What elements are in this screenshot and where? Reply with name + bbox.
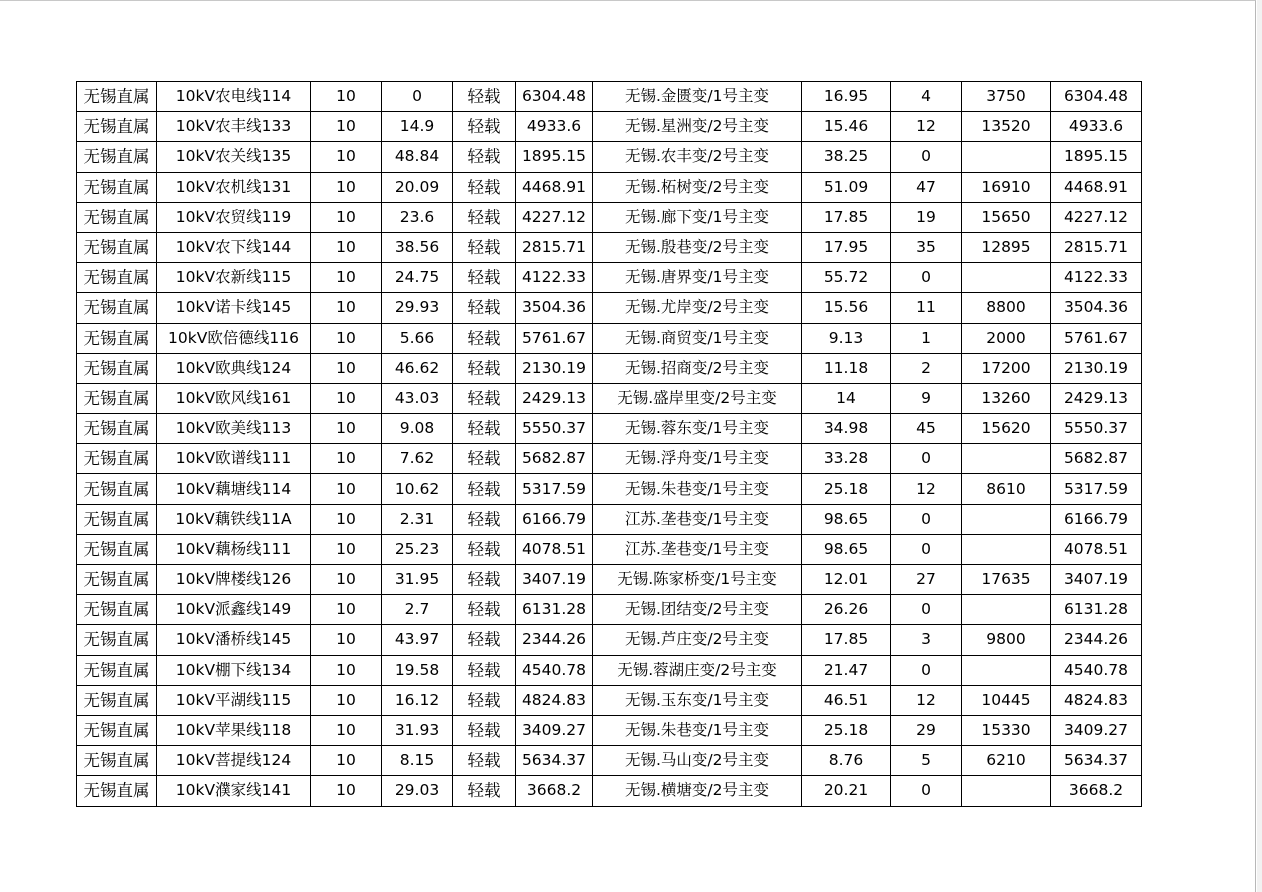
load-status-cell: 轻载: [453, 202, 516, 232]
substation-cell: 无锡.商贸变/1号主变: [593, 323, 802, 353]
company-cell: 无锡直属: [77, 172, 157, 202]
company-cell: 无锡直属: [77, 414, 157, 444]
remaining-capacity-cell: 6166.79: [516, 504, 593, 534]
substation-load-rate-cell: 34.98: [802, 414, 891, 444]
load-status-cell: 轻载: [453, 353, 516, 383]
substation-cell: 无锡.朱巷变/1号主变: [593, 474, 802, 504]
line-name-cell: 10kV濮家线141: [157, 776, 311, 806]
installed-capacity-cell: 13520: [962, 112, 1051, 142]
substation-cell: 无锡.蓉东变/1号主变: [593, 414, 802, 444]
table-row: [77, 625, 1142, 655]
substation-cell: 无锡.尤岸变/2号主变: [593, 293, 802, 323]
voltage-cell: 10: [311, 202, 382, 232]
user-count-cell: 12: [891, 474, 962, 504]
company-cell: 无锡直属: [77, 202, 157, 232]
table-row: [77, 685, 1142, 715]
company-cell: 无锡直属: [77, 534, 157, 564]
substation-cell: 无锡.浮舟变/1号主变: [593, 444, 802, 474]
load-status-cell: 轻载: [453, 474, 516, 504]
load-status-cell: 轻载: [453, 383, 516, 413]
substation-load-rate-cell: 14: [802, 383, 891, 413]
substation-load-rate-cell: 25.18: [802, 715, 891, 745]
installed-capacity-cell: [962, 595, 1051, 625]
line-name-cell: 10kV诺卡线145: [157, 293, 311, 323]
voltage-cell: 10: [311, 504, 382, 534]
installed-capacity-cell: 15650: [962, 202, 1051, 232]
user-count-cell: 0: [891, 504, 962, 534]
table-row: [77, 414, 1142, 444]
substation-load-rate-cell: 33.28: [802, 444, 891, 474]
load-status-cell: 轻载: [453, 534, 516, 564]
line-name-cell: 10kV潘桥线145: [157, 625, 311, 655]
available-capacity-cell: 5682.87: [1051, 444, 1142, 474]
load-status-cell: 轻载: [453, 82, 516, 112]
substation-load-rate-cell: 51.09: [802, 172, 891, 202]
user-count-cell: 0: [891, 263, 962, 293]
company-cell: 无锡直属: [77, 474, 157, 504]
user-count-cell: 0: [891, 142, 962, 172]
load-rate-cell: 23.6: [382, 202, 453, 232]
company-cell: 无锡直属: [77, 655, 157, 685]
substation-cell: 无锡.唐界变/1号主变: [593, 263, 802, 293]
substation-load-rate-cell: 9.13: [802, 323, 891, 353]
line-name-cell: 10kV农电线114: [157, 82, 311, 112]
substation-load-rate-cell: 98.65: [802, 504, 891, 534]
voltage-cell: 10: [311, 715, 382, 745]
user-count-cell: 0: [891, 534, 962, 564]
substation-load-rate-cell: 26.26: [802, 595, 891, 625]
substation-load-rate-cell: 17.95: [802, 232, 891, 262]
load-status-cell: 轻载: [453, 414, 516, 444]
company-cell: 无锡直属: [77, 565, 157, 595]
user-count-cell: 27: [891, 565, 962, 595]
load-rate-cell: 7.62: [382, 444, 453, 474]
installed-capacity-cell: [962, 142, 1051, 172]
load-rate-cell: 29.03: [382, 776, 453, 806]
table-row: [77, 565, 1142, 595]
voltage-cell: 10: [311, 142, 382, 172]
load-rate-cell: 31.95: [382, 565, 453, 595]
line-name-cell: 10kV藕杨线111: [157, 534, 311, 564]
available-capacity-cell: 4227.12: [1051, 202, 1142, 232]
load-rate-cell: 5.66: [382, 323, 453, 353]
table-row: [77, 715, 1142, 745]
voltage-cell: 10: [311, 112, 382, 142]
load-status-cell: 轻载: [453, 112, 516, 142]
load-status-cell: 轻载: [453, 625, 516, 655]
installed-capacity-cell: [962, 444, 1051, 474]
available-capacity-cell: 6166.79: [1051, 504, 1142, 534]
installed-capacity-cell: 16910: [962, 172, 1051, 202]
substation-cell: 无锡.廊下变/1号主变: [593, 202, 802, 232]
load-rate-cell: 43.03: [382, 383, 453, 413]
substation-cell: 江苏.垄巷变/1号主变: [593, 504, 802, 534]
substation-load-rate-cell: 55.72: [802, 263, 891, 293]
voltage-cell: 10: [311, 353, 382, 383]
line-name-cell: 10kV农下线144: [157, 232, 311, 262]
load-status-cell: 轻载: [453, 444, 516, 474]
load-rate-cell: 19.58: [382, 655, 453, 685]
load-table: [76, 81, 1142, 807]
substation-cell: 无锡.玉东变/1号主变: [593, 685, 802, 715]
line-name-cell: 10kV欧美线113: [157, 414, 311, 444]
load-status-cell: 轻载: [453, 746, 516, 776]
substation-cell: 无锡.星洲变/2号主变: [593, 112, 802, 142]
voltage-cell: 10: [311, 414, 382, 444]
installed-capacity-cell: [962, 534, 1051, 564]
voltage-cell: 10: [311, 82, 382, 112]
line-name-cell: 10kV欧风线161: [157, 383, 311, 413]
load-status-cell: 轻载: [453, 776, 516, 806]
remaining-capacity-cell: 5550.37: [516, 414, 593, 444]
user-count-cell: 9: [891, 383, 962, 413]
voltage-cell: 10: [311, 263, 382, 293]
remaining-capacity-cell: 3409.27: [516, 715, 593, 745]
load-status-cell: 轻载: [453, 685, 516, 715]
user-count-cell: 0: [891, 776, 962, 806]
remaining-capacity-cell: 5317.59: [516, 474, 593, 504]
voltage-cell: 10: [311, 565, 382, 595]
load-rate-cell: 0: [382, 82, 453, 112]
substation-cell: 无锡.盛岸里变/2号主变: [593, 383, 802, 413]
remaining-capacity-cell: 2429.13: [516, 383, 593, 413]
line-name-cell: 10kV农机线131: [157, 172, 311, 202]
table-row: [77, 323, 1142, 353]
substation-cell: 无锡.招商变/2号主变: [593, 353, 802, 383]
installed-capacity-cell: 13260: [962, 383, 1051, 413]
substation-cell: 无锡.柘树变/2号主变: [593, 172, 802, 202]
voltage-cell: 10: [311, 172, 382, 202]
company-cell: 无锡直属: [77, 293, 157, 323]
voltage-cell: 10: [311, 534, 382, 564]
user-count-cell: 4: [891, 82, 962, 112]
remaining-capacity-cell: 4078.51: [516, 534, 593, 564]
installed-capacity-cell: 8800: [962, 293, 1051, 323]
available-capacity-cell: 3668.2: [1051, 776, 1142, 806]
load-rate-cell: 16.12: [382, 685, 453, 715]
remaining-capacity-cell: 6304.48: [516, 82, 593, 112]
remaining-capacity-cell: 1895.15: [516, 142, 593, 172]
table-row: [77, 534, 1142, 564]
load-status-cell: 轻载: [453, 232, 516, 262]
available-capacity-cell: 4540.78: [1051, 655, 1142, 685]
available-capacity-cell: 2344.26: [1051, 625, 1142, 655]
substation-load-rate-cell: 15.46: [802, 112, 891, 142]
available-capacity-cell: 1895.15: [1051, 142, 1142, 172]
installed-capacity-cell: 17200: [962, 353, 1051, 383]
voltage-cell: 10: [311, 474, 382, 504]
voltage-cell: 10: [311, 323, 382, 353]
company-cell: 无锡直属: [77, 112, 157, 142]
table-row: [77, 263, 1142, 293]
table-row: [77, 746, 1142, 776]
load-status-cell: 轻载: [453, 504, 516, 534]
company-cell: 无锡直属: [77, 142, 157, 172]
table-row: [77, 474, 1142, 504]
substation-cell: 无锡.芦庄变/2号主变: [593, 625, 802, 655]
line-name-cell: 10kV农贸线119: [157, 202, 311, 232]
voltage-cell: 10: [311, 655, 382, 685]
load-status-cell: 轻载: [453, 565, 516, 595]
load-rate-cell: 29.93: [382, 293, 453, 323]
substation-cell: 无锡.横塘变/2号主变: [593, 776, 802, 806]
substation-load-rate-cell: 21.47: [802, 655, 891, 685]
table-row: [77, 232, 1142, 262]
substation-cell: 无锡.蓉湖庄变/2号主变: [593, 655, 802, 685]
table-row: [77, 353, 1142, 383]
installed-capacity-cell: 9800: [962, 625, 1051, 655]
line-name-cell: 10kV欧典线124: [157, 353, 311, 383]
table-row: [77, 142, 1142, 172]
substation-load-rate-cell: 20.21: [802, 776, 891, 806]
user-count-cell: 19: [891, 202, 962, 232]
installed-capacity-cell: 15620: [962, 414, 1051, 444]
voltage-cell: 10: [311, 625, 382, 655]
voltage-cell: 10: [311, 685, 382, 715]
company-cell: 无锡直属: [77, 353, 157, 383]
table-row: [77, 444, 1142, 474]
remaining-capacity-cell: 2815.71: [516, 232, 593, 262]
remaining-capacity-cell: 4227.12: [516, 202, 593, 232]
user-count-cell: 0: [891, 595, 962, 625]
remaining-capacity-cell: 5682.87: [516, 444, 593, 474]
line-name-cell: 10kV欧谱线111: [157, 444, 311, 474]
user-count-cell: 2: [891, 353, 962, 383]
load-status-cell: 轻载: [453, 595, 516, 625]
table-row: [77, 202, 1142, 232]
remaining-capacity-cell: 4468.91: [516, 172, 593, 202]
load-status-cell: 轻载: [453, 323, 516, 353]
available-capacity-cell: 4078.51: [1051, 534, 1142, 564]
company-cell: 无锡直属: [77, 685, 157, 715]
line-name-cell: 10kV农关线135: [157, 142, 311, 172]
user-count-cell: 5: [891, 746, 962, 776]
available-capacity-cell: 3407.19: [1051, 565, 1142, 595]
load-status-cell: 轻载: [453, 172, 516, 202]
load-rate-cell: 2.7: [382, 595, 453, 625]
line-name-cell: 10kV苹果线118: [157, 715, 311, 745]
substation-cell: 无锡.朱巷变/1号主变: [593, 715, 802, 745]
line-name-cell: 10kV农新线115: [157, 263, 311, 293]
available-capacity-cell: 2815.71: [1051, 232, 1142, 262]
table-body: [77, 82, 1142, 807]
line-name-cell: 10kV藕铁线11A: [157, 504, 311, 534]
installed-capacity-cell: [962, 776, 1051, 806]
substation-load-rate-cell: 15.56: [802, 293, 891, 323]
installed-capacity-cell: 15330: [962, 715, 1051, 745]
load-rate-cell: 9.08: [382, 414, 453, 444]
company-cell: 无锡直属: [77, 746, 157, 776]
line-name-cell: 10kV菩提线124: [157, 746, 311, 776]
load-rate-cell: 14.9: [382, 112, 453, 142]
remaining-capacity-cell: 2130.19: [516, 353, 593, 383]
table-row: [77, 504, 1142, 534]
substation-load-rate-cell: 25.18: [802, 474, 891, 504]
remaining-capacity-cell: 4122.33: [516, 263, 593, 293]
company-cell: 无锡直属: [77, 504, 157, 534]
company-cell: 无锡直属: [77, 383, 157, 413]
remaining-capacity-cell: 5634.37: [516, 746, 593, 776]
substation-load-rate-cell: 8.76: [802, 746, 891, 776]
substation-load-rate-cell: 16.95: [802, 82, 891, 112]
available-capacity-cell: 5634.37: [1051, 746, 1142, 776]
substation-cell: 无锡.殷巷变/2号主变: [593, 232, 802, 262]
remaining-capacity-cell: 6131.28: [516, 595, 593, 625]
substation-load-rate-cell: 17.85: [802, 202, 891, 232]
installed-capacity-cell: [962, 655, 1051, 685]
load-rate-cell: 24.75: [382, 263, 453, 293]
remaining-capacity-cell: 3407.19: [516, 565, 593, 595]
available-capacity-cell: 5550.37: [1051, 414, 1142, 444]
user-count-cell: 35: [891, 232, 962, 262]
available-capacity-cell: 2429.13: [1051, 383, 1142, 413]
installed-capacity-cell: [962, 263, 1051, 293]
load-rate-cell: 2.31: [382, 504, 453, 534]
load-status-cell: 轻载: [453, 293, 516, 323]
table-row: [77, 172, 1142, 202]
installed-capacity-cell: 10445: [962, 685, 1051, 715]
voltage-cell: 10: [311, 383, 382, 413]
user-count-cell: 1: [891, 323, 962, 353]
installed-capacity-cell: 12895: [962, 232, 1051, 262]
page-edge: [1257, 0, 1262, 892]
table-row: [77, 82, 1142, 112]
table-row: [77, 595, 1142, 625]
voltage-cell: 10: [311, 293, 382, 323]
installed-capacity-cell: 2000: [962, 323, 1051, 353]
company-cell: 无锡直属: [77, 232, 157, 262]
installed-capacity-cell: 8610: [962, 474, 1051, 504]
remaining-capacity-cell: 4824.83: [516, 685, 593, 715]
substation-load-rate-cell: 11.18: [802, 353, 891, 383]
load-rate-cell: 8.15: [382, 746, 453, 776]
installed-capacity-cell: 17635: [962, 565, 1051, 595]
user-count-cell: 0: [891, 444, 962, 474]
line-name-cell: 10kV牌楼线126: [157, 565, 311, 595]
voltage-cell: 10: [311, 595, 382, 625]
remaining-capacity-cell: 2344.26: [516, 625, 593, 655]
substation-cell: 无锡.金匮变/1号主变: [593, 82, 802, 112]
available-capacity-cell: 4122.33: [1051, 263, 1142, 293]
voltage-cell: 10: [311, 444, 382, 474]
company-cell: 无锡直属: [77, 595, 157, 625]
substation-load-rate-cell: 12.01: [802, 565, 891, 595]
company-cell: 无锡直属: [77, 323, 157, 353]
voltage-cell: 10: [311, 776, 382, 806]
voltage-cell: 10: [311, 232, 382, 262]
table-row: [77, 655, 1142, 685]
remaining-capacity-cell: 3504.36: [516, 293, 593, 323]
substation-cell: 无锡.农丰变/2号主变: [593, 142, 802, 172]
remaining-capacity-cell: 4933.6: [516, 112, 593, 142]
user-count-cell: 47: [891, 172, 962, 202]
installed-capacity-cell: [962, 504, 1051, 534]
remaining-capacity-cell: 5761.67: [516, 323, 593, 353]
load-rate-cell: 38.56: [382, 232, 453, 262]
available-capacity-cell: 4824.83: [1051, 685, 1142, 715]
substation-cell: 无锡.团结变/2号主变: [593, 595, 802, 625]
line-name-cell: 10kV欧倍德线116: [157, 323, 311, 353]
available-capacity-cell: 3504.36: [1051, 293, 1142, 323]
available-capacity-cell: 5761.67: [1051, 323, 1142, 353]
load-status-cell: 轻载: [453, 655, 516, 685]
user-count-cell: 11: [891, 293, 962, 323]
table-row: [77, 383, 1142, 413]
table-row: [77, 776, 1142, 806]
load-status-cell: 轻载: [453, 142, 516, 172]
line-name-cell: 10kV派鑫线149: [157, 595, 311, 625]
line-name-cell: 10kV平湖线115: [157, 685, 311, 715]
line-name-cell: 10kV藕塘线114: [157, 474, 311, 504]
load-status-cell: 轻载: [453, 263, 516, 293]
installed-capacity-cell: 3750: [962, 82, 1051, 112]
available-capacity-cell: 4933.6: [1051, 112, 1142, 142]
company-cell: 无锡直属: [77, 625, 157, 655]
substation-cell: 江苏.垄巷变/1号主变: [593, 534, 802, 564]
available-capacity-cell: 6304.48: [1051, 82, 1142, 112]
company-cell: 无锡直属: [77, 444, 157, 474]
load-rate-cell: 25.23: [382, 534, 453, 564]
available-capacity-cell: 3409.27: [1051, 715, 1142, 745]
table-row: [77, 112, 1142, 142]
substation-load-rate-cell: 46.51: [802, 685, 891, 715]
user-count-cell: 0: [891, 655, 962, 685]
company-cell: 无锡直属: [77, 82, 157, 112]
available-capacity-cell: 4468.91: [1051, 172, 1142, 202]
substation-load-rate-cell: 38.25: [802, 142, 891, 172]
user-count-cell: 29: [891, 715, 962, 745]
substation-load-rate-cell: 17.85: [802, 625, 891, 655]
load-rate-cell: 31.93: [382, 715, 453, 745]
available-capacity-cell: 2130.19: [1051, 353, 1142, 383]
substation-cell: 无锡.马山变/2号主变: [593, 746, 802, 776]
substation-cell: 无锡.陈家桥变/1号主变: [593, 565, 802, 595]
user-count-cell: 12: [891, 685, 962, 715]
user-count-cell: 3: [891, 625, 962, 655]
remaining-capacity-cell: 3668.2: [516, 776, 593, 806]
user-count-cell: 12: [891, 112, 962, 142]
line-name-cell: 10kV农丰线133: [157, 112, 311, 142]
table-row: [77, 293, 1142, 323]
company-cell: 无锡直属: [77, 263, 157, 293]
line-name-cell: 10kV棚下线134: [157, 655, 311, 685]
available-capacity-cell: 5317.59: [1051, 474, 1142, 504]
company-cell: 无锡直属: [77, 776, 157, 806]
load-rate-cell: 20.09: [382, 172, 453, 202]
substation-load-rate-cell: 98.65: [802, 534, 891, 564]
user-count-cell: 45: [891, 414, 962, 444]
company-cell: 无锡直属: [77, 715, 157, 745]
load-rate-cell: 43.97: [382, 625, 453, 655]
load-status-cell: 轻载: [453, 715, 516, 745]
load-rate-cell: 46.62: [382, 353, 453, 383]
load-rate-cell: 48.84: [382, 142, 453, 172]
load-rate-cell: 10.62: [382, 474, 453, 504]
installed-capacity-cell: 6210: [962, 746, 1051, 776]
remaining-capacity-cell: 4540.78: [516, 655, 593, 685]
available-capacity-cell: 6131.28: [1051, 595, 1142, 625]
voltage-cell: 10: [311, 746, 382, 776]
